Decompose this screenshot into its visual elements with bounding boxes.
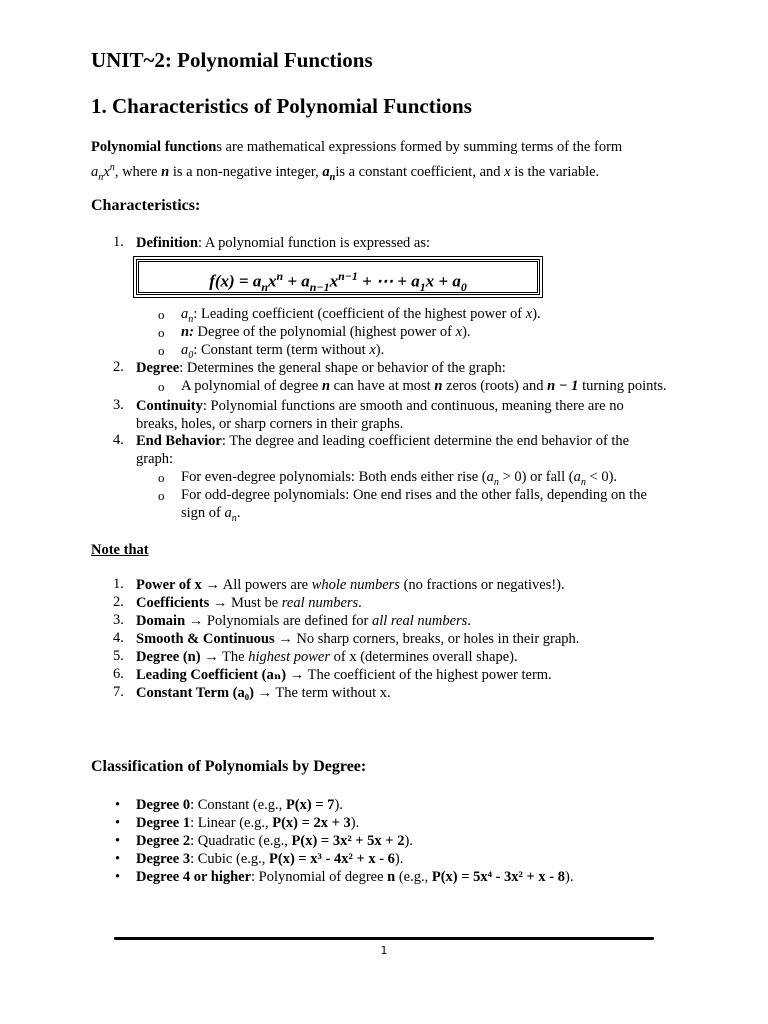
bullet-dot: •	[115, 851, 121, 867]
class-item: Degree 1: Linear (e.g., P(x) = 2x + 3).	[136, 815, 360, 831]
document-title: UNIT~2: Polynomial Functions	[91, 48, 373, 72]
formula-box	[136, 259, 540, 295]
note-number: 2.	[113, 594, 124, 610]
intro-line-1: Polynomial functions are mathematical expressions formed by summing terms of the form	[91, 139, 623, 155]
page-number: 1	[380, 944, 388, 957]
note-item: Degree (n) → The highest power of x (determines overall shape).	[136, 649, 518, 665]
bullet-circle: o	[158, 488, 165, 503]
def-sub-3: $a_0$: Constant term (term without x).	[181, 342, 385, 361]
note-number: 4.	[113, 630, 124, 646]
item-3-number: 3.	[113, 397, 124, 413]
item-2-number: 2.	[113, 359, 124, 375]
item-4-number: 4.	[113, 432, 124, 448]
note-number: 7.	[113, 684, 124, 700]
polynomial-formula: $f(x) = a_nx^n + a_{n-1}x^{n-1}$ + ⋯ + $a_1x + a_0$	[209, 269, 467, 295]
def-sub-1: $a_n$: Leading coefficient (coefficient of the highest power of x).	[181, 306, 541, 325]
note-item: Coefficients → Must be real numbers.	[136, 595, 362, 611]
item-4: End Behavior: The degree and leading coefficient determine the end behavior of the graph:	[136, 433, 630, 467]
item-1-number: 1.	[113, 234, 124, 250]
class-item: Degree 0: Constant (e.g., P(x) = 7).	[136, 797, 343, 813]
section-title: 1. Characteristics of Polynomial Functions	[91, 94, 472, 118]
class-item: Degree 4 or higher: Polynomial of degree n (e.g., P(x) = 5x⁴ - 3x² + x - 8).	[136, 869, 574, 885]
characteristics-heading: Characteristics:	[91, 197, 201, 214]
classification-heading: Classification of Polynomials by Degree:	[91, 758, 367, 775]
note-item: Smooth & Continuous → No sharp corners, breaks, or holes in their graph.	[136, 631, 580, 647]
def-sub-2: n: Degree of the polynomial (highest power of x).	[181, 324, 471, 340]
bullet-circle: o	[158, 379, 165, 394]
note-number: 6.	[113, 666, 124, 682]
item-2: Degree: Determines the general shape or behavior of the graph:	[136, 360, 506, 376]
bullet-dot: •	[115, 833, 121, 849]
note-heading: Note that	[91, 542, 149, 558]
note-item: Constant Term (a₀) → The term without x.	[136, 685, 391, 701]
bullet-circle: o	[158, 307, 165, 322]
note-number: 1.	[113, 576, 124, 592]
note-number: 3.	[113, 612, 124, 628]
item-3: Continuity: Polynomial functions are smooth and continuous, meaning there are no breaks, holes, or sharp corners in their graphs.	[136, 398, 624, 432]
intro-bold: Polynomial function	[91, 139, 217, 155]
class-item: Degree 3: Cubic (e.g., P(x) = x³ - 4x² + x - 6).	[136, 851, 404, 867]
intro-line-2: $a_nx^n$, where n is a non-negative integer, $a_nis$ a constant coefficient, and x is the variable.	[91, 162, 600, 183]
end-sub-1: For even-degree polynomials: Both ends either rise $(a_n > 0)$ or fall $(a_n < 0)$.	[181, 469, 618, 488]
bullet-circle: o	[158, 325, 165, 340]
note-number: 5.	[113, 648, 124, 664]
bullet-dot: •	[115, 797, 121, 813]
degree-sub: A polynomial of degree n can have at most n zeros (roots) and n − 1 turning points.	[181, 378, 667, 394]
class-item: Degree 2: Quadratic (e.g., P(x) = 3x² + 5x + 2).	[136, 833, 413, 849]
bullet-circle: o	[158, 343, 165, 358]
bullet-circle: o	[158, 470, 165, 485]
note-item: Leading Coefficient (aₙ) → The coefficient of the highest power term.	[136, 667, 552, 683]
footer-divider	[114, 937, 654, 940]
note-item: Domain → Polynomials are defined for all real numbers.	[136, 613, 471, 629]
bullet-dot: •	[115, 815, 121, 831]
bullet-dot: •	[115, 869, 121, 885]
note-item: Power of x → All powers are whole numbers (no fractions or negatives!).	[136, 577, 565, 593]
end-sub-2: For odd-degree polynomials: One end rises and the other falls, depending on the sign of $a_n$.	[181, 487, 647, 524]
item-1: Definition: A polynomial function is expressed as:	[136, 235, 431, 251]
